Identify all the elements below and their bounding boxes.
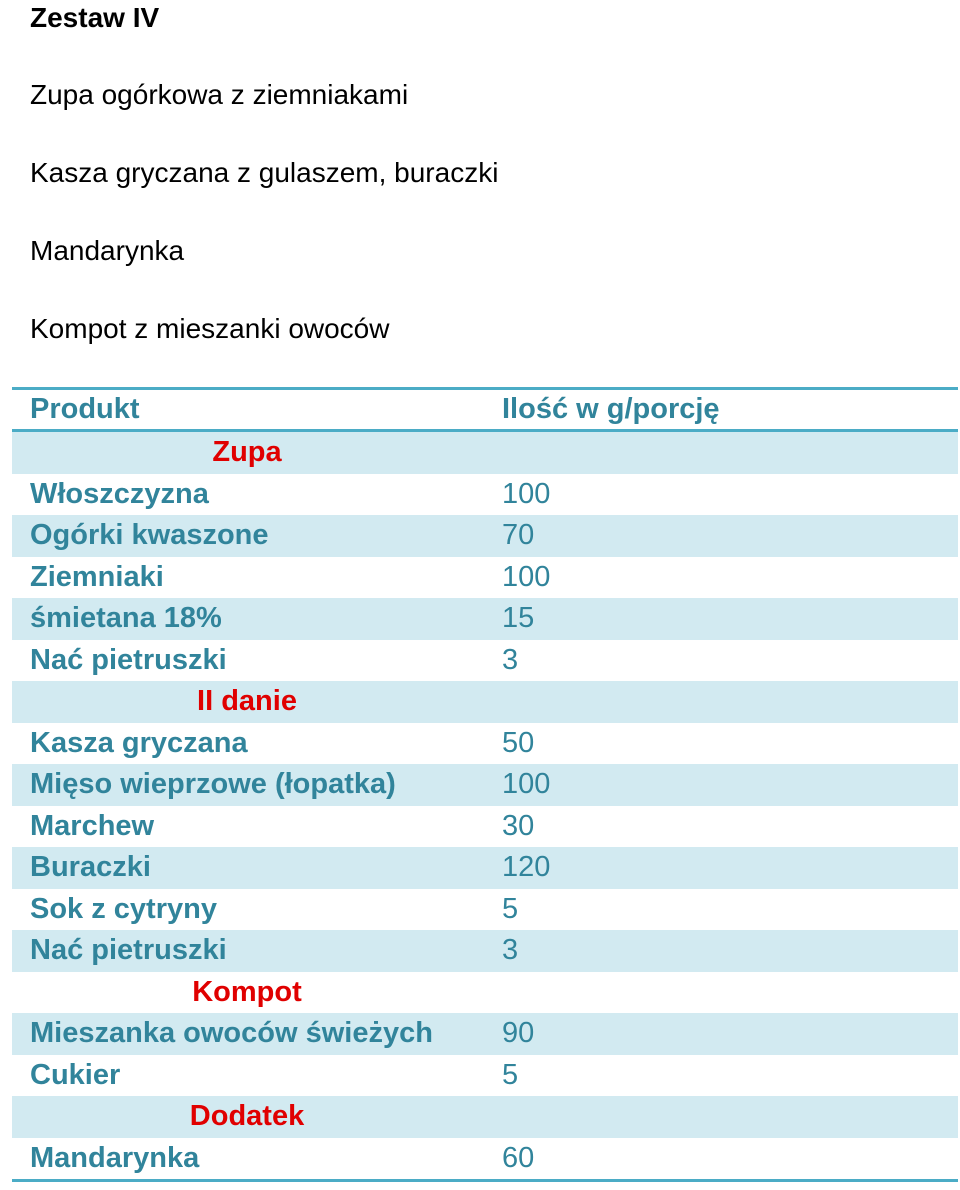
quantity-cell: 5: [502, 892, 519, 925]
menu-item-fruit: Mandarynka: [30, 235, 185, 266]
quantity-cell: 60: [502, 1141, 535, 1174]
product-cell: Sok z cytryny: [30, 892, 217, 925]
column-header-quantity: Ilość w g/porcję: [502, 393, 720, 425]
product-cell: Włoszczyzna: [30, 477, 209, 510]
table-section-row: [12, 432, 958, 474]
table-row: [12, 515, 958, 557]
product-cell: Mandarynka: [30, 1141, 200, 1174]
quantity-cell: 30: [502, 809, 535, 842]
quantity-cell: 100: [502, 477, 551, 510]
product-cell: Mieszanka owoców świeżych: [30, 1017, 433, 1050]
ingredients-table: [12, 387, 958, 1182]
section-label: Dodatek: [189, 1100, 305, 1133]
table-row: [12, 598, 958, 640]
column-header-product: Produkt: [30, 393, 140, 425]
product-cell: Buraczki: [30, 851, 151, 884]
section-label: Kompot: [192, 975, 302, 1008]
product-cell: Cukier: [30, 1058, 121, 1091]
product-cell: śmietana 18%: [30, 602, 222, 635]
product-cell: Kasza gryczana: [30, 726, 248, 759]
table-row: [12, 640, 958, 682]
section-label: II danie: [197, 685, 297, 718]
quantity-cell: 3: [502, 934, 519, 967]
menu-item-soup: Zupa ogórkowa z ziemniakami: [30, 79, 409, 110]
table-row: [12, 764, 958, 806]
section-label: Zupa: [212, 436, 282, 469]
table-section-row: [12, 972, 958, 1014]
product-cell: Nać pietruszki: [30, 643, 227, 676]
quantity-cell: 15: [502, 602, 535, 635]
table-row: [12, 1055, 958, 1097]
page-title: Zestaw IV: [30, 2, 160, 33]
product-cell: Ziemniaki: [30, 560, 164, 593]
table-row: [12, 474, 958, 516]
menu-item-main: Kasza gryczana z gulaszem, buraczki: [30, 157, 499, 188]
table-header-row: [12, 390, 958, 432]
table-section-row: [12, 1096, 958, 1138]
quantity-cell: 50: [502, 726, 535, 759]
quantity-cell: 70: [502, 519, 535, 552]
product-cell: Marchew: [30, 809, 155, 842]
product-cell: Mięso wieprzowe (łopatka): [30, 768, 396, 801]
table-row: [12, 1138, 958, 1180]
quantity-cell: 100: [502, 768, 551, 801]
table-row: [12, 806, 958, 848]
table-row: [12, 889, 958, 931]
table-row: [12, 847, 958, 889]
quantity-cell: 3: [502, 643, 519, 676]
table-body: [12, 432, 958, 1179]
product-cell: Ogórki kwaszone: [30, 519, 269, 552]
table-row: [12, 557, 958, 599]
menu-item-drink: Kompot z mieszanki owoców: [30, 313, 390, 344]
quantity-cell: 90: [502, 1017, 535, 1050]
product-cell: Nać pietruszki: [30, 934, 227, 967]
quantity-cell: 100: [502, 560, 551, 593]
table-row: [12, 1013, 958, 1055]
table-row: [12, 723, 958, 765]
table-section-row: [12, 681, 958, 723]
table-row: [12, 930, 958, 972]
quantity-cell: 5: [502, 1058, 519, 1091]
quantity-cell: 120: [502, 851, 551, 884]
